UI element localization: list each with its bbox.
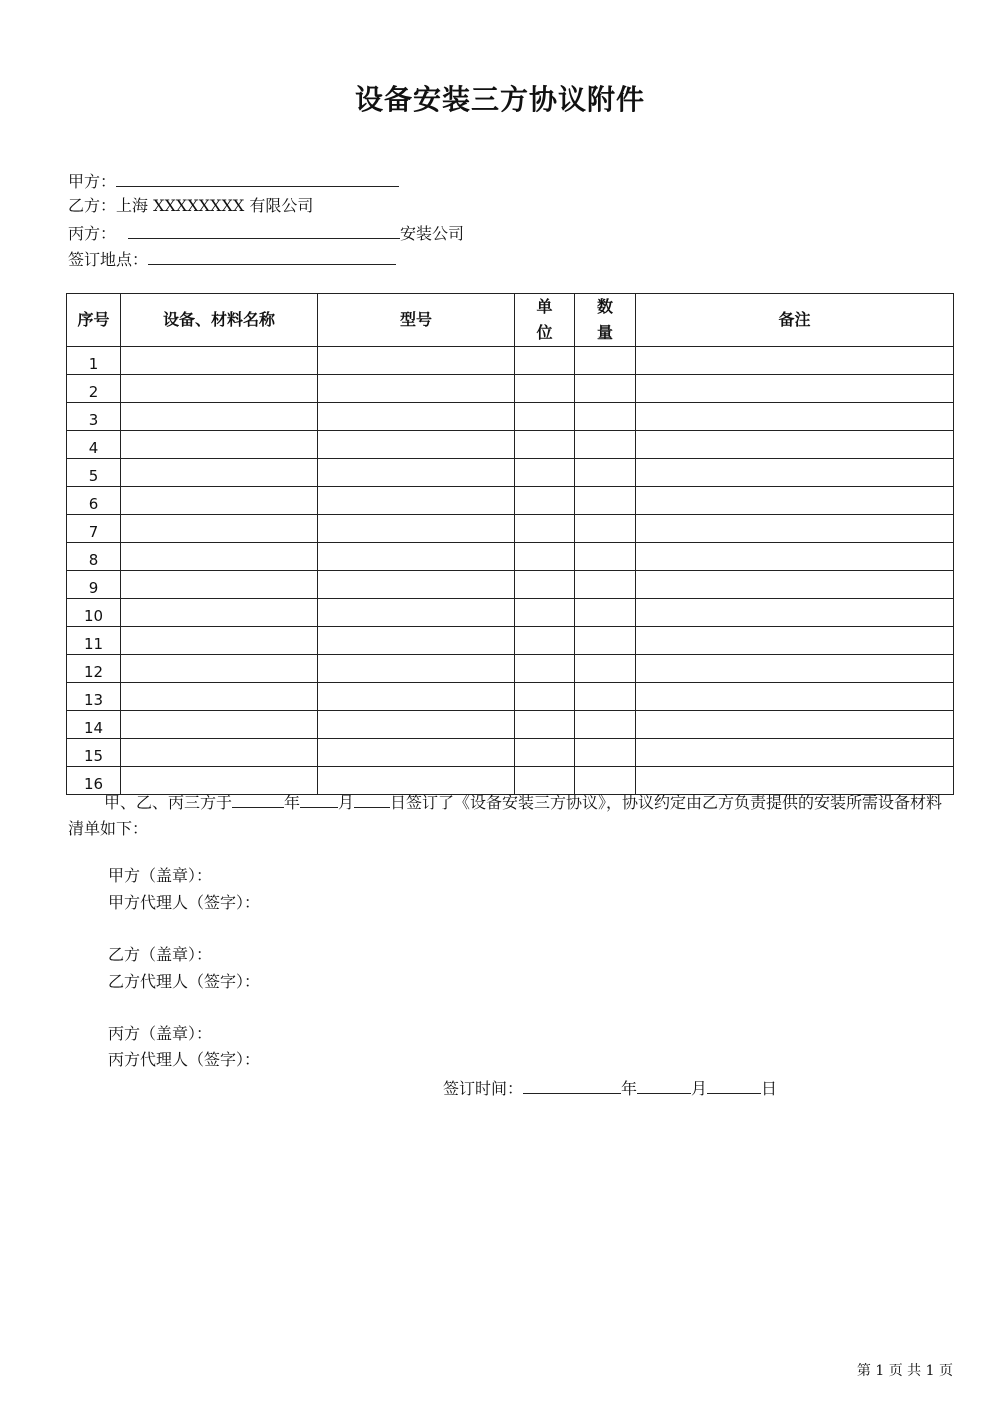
cell-name[interactable] (121, 459, 318, 487)
page-footer: 第 1 页 共 1 页 (856, 1363, 953, 1379)
cell-name[interactable] (121, 655, 318, 683)
cell-model[interactable] (318, 599, 515, 627)
header-unit-line2: 位 (536, 323, 553, 342)
party-c-seal: 丙方（盖章）： (108, 1024, 213, 1043)
table-row (67, 571, 954, 599)
header-qty (575, 294, 636, 347)
cell-qty[interactable] (575, 571, 636, 599)
sign-place-label: 签订地点： (68, 250, 149, 269)
cell-remark[interactable] (636, 711, 954, 739)
para-year-blank[interactable] (232, 791, 284, 808)
cell-model[interactable] (318, 347, 515, 375)
cell-remark[interactable] (636, 347, 954, 375)
cell-seq: 9 (67, 571, 121, 599)
table-row (67, 515, 954, 543)
party-a-label: 甲方： (68, 172, 117, 191)
cell-remark[interactable] (636, 515, 954, 543)
cell-unit[interactable] (515, 431, 575, 459)
cell-unit[interactable] (515, 459, 575, 487)
cell-remark[interactable] (636, 683, 954, 711)
cell-name[interactable] (121, 543, 318, 571)
party-b-line (68, 196, 313, 216)
header-seq: 序号 (67, 294, 121, 347)
header-qty-line2: 量 (596, 323, 613, 342)
party-c-label: 丙方： (68, 224, 117, 243)
cell-qty[interactable] (575, 431, 636, 459)
header-remark: 备注 (636, 294, 954, 347)
header-qty-line1: 数 (596, 297, 613, 316)
cell-seq: 14 (67, 711, 121, 739)
header-name: 设备、材料名称 (121, 294, 318, 347)
table-row (67, 347, 954, 375)
cell-seq: 16 (67, 767, 121, 795)
sign-date-year: 年 (621, 1079, 638, 1098)
cell-seq: 2 (67, 375, 121, 403)
cell-remark[interactable] (636, 459, 954, 487)
party-c-suffix: 安装公司 (400, 224, 465, 243)
cell-unit[interactable] (515, 543, 575, 571)
cell-seq: 5 (67, 459, 121, 487)
table-row (67, 739, 954, 767)
cell-unit[interactable] (515, 487, 575, 515)
cell-model[interactable] (318, 431, 515, 459)
cell-seq: 15 (67, 739, 121, 767)
table-row (67, 459, 954, 487)
cell-model[interactable] (318, 655, 515, 683)
cell-unit[interactable] (515, 655, 575, 683)
cell-remark[interactable] (636, 739, 954, 767)
cell-unit[interactable] (515, 403, 575, 431)
cell-qty[interactable] (575, 655, 636, 683)
sign-place-blank[interactable] (148, 248, 396, 265)
cell-qty[interactable] (575, 711, 636, 739)
cell-model[interactable] (318, 739, 515, 767)
cell-model[interactable] (318, 515, 515, 543)
cell-seq: 11 (67, 627, 121, 655)
cell-remark[interactable] (636, 655, 954, 683)
cell-name[interactable] (121, 571, 318, 599)
sign-date-day-blank[interactable] (707, 1077, 761, 1094)
cell-qty[interactable] (575, 627, 636, 655)
materials-table (66, 293, 954, 795)
cell-seq: 13 (67, 683, 121, 711)
cell-name[interactable] (121, 683, 318, 711)
cell-unit[interactable] (515, 347, 575, 375)
table-row (67, 683, 954, 711)
table-row (67, 375, 954, 403)
para-month-blank[interactable] (300, 791, 338, 808)
cell-qty[interactable] (575, 487, 636, 515)
cell-model[interactable] (318, 711, 515, 739)
cell-unit[interactable] (515, 375, 575, 403)
cell-model[interactable] (318, 459, 515, 487)
cell-remark[interactable] (636, 375, 954, 403)
sign-date-line (443, 1077, 777, 1099)
cell-remark[interactable] (636, 627, 954, 655)
party-b-label: 乙方： (68, 196, 117, 215)
cell-model[interactable] (318, 487, 515, 515)
cell-name[interactable] (121, 403, 318, 431)
para-year: 年 (284, 793, 301, 812)
cell-model[interactable] (318, 375, 515, 403)
cell-seq: 1 (67, 347, 121, 375)
cell-name[interactable] (121, 431, 318, 459)
cell-remark[interactable] (636, 403, 954, 431)
cell-qty[interactable] (575, 599, 636, 627)
party-c-agent: 丙方代理人（签字）： (108, 1050, 261, 1069)
cell-name[interactable] (121, 375, 318, 403)
party-c-blank[interactable] (128, 222, 400, 239)
cell-seq: 12 (67, 655, 121, 683)
cell-model[interactable] (318, 683, 515, 711)
cell-qty[interactable] (575, 403, 636, 431)
party-a-agent: 甲方代理人（签字）： (108, 893, 261, 912)
table-row (67, 655, 954, 683)
cell-name[interactable] (121, 515, 318, 543)
party-a-blank[interactable] (116, 170, 399, 187)
cell-name[interactable] (121, 627, 318, 655)
cell-qty[interactable] (575, 683, 636, 711)
party-b-seal: 乙方（盖章）： (108, 945, 213, 964)
cell-model[interactable] (318, 571, 515, 599)
cell-seq: 4 (67, 431, 121, 459)
agreement-paragraph (68, 790, 954, 842)
cell-seq: 6 (67, 487, 121, 515)
table-row (67, 403, 954, 431)
cell-remark[interactable] (636, 571, 954, 599)
cell-unit[interactable] (515, 599, 575, 627)
sign-date-month: 月 (691, 1079, 708, 1098)
cell-seq: 8 (67, 543, 121, 571)
party-c-line (68, 222, 464, 244)
para-day-blank[interactable] (354, 791, 390, 808)
cell-name[interactable] (121, 347, 318, 375)
cell-qty[interactable] (575, 459, 636, 487)
header-unit (515, 294, 575, 347)
table-row (67, 599, 954, 627)
cell-name[interactable] (121, 711, 318, 739)
cell-qty[interactable] (575, 543, 636, 571)
sign-date-month-blank[interactable] (637, 1077, 691, 1094)
cell-name[interactable] (121, 487, 318, 515)
cell-remark[interactable] (636, 599, 954, 627)
sign-date-day: 日 (761, 1079, 778, 1098)
cell-unit[interactable] (515, 571, 575, 599)
cell-unit[interactable] (515, 515, 575, 543)
table-row (67, 431, 954, 459)
cell-seq: 7 (67, 515, 121, 543)
cell-remark[interactable] (636, 543, 954, 571)
cell-unit[interactable] (515, 739, 575, 767)
cell-unit[interactable] (515, 711, 575, 739)
party-a-line (68, 170, 399, 192)
cell-model[interactable] (318, 543, 515, 571)
header-model: 型号 (318, 294, 515, 347)
cell-model[interactable] (318, 403, 515, 431)
cell-name[interactable] (121, 599, 318, 627)
party-a-seal: 甲方（盖章）： (108, 866, 213, 885)
cell-model[interactable] (318, 627, 515, 655)
cell-name[interactable] (121, 739, 318, 767)
cell-unit[interactable] (515, 627, 575, 655)
table-header-row (67, 294, 954, 347)
sign-date-year-blank[interactable] (523, 1077, 621, 1094)
cell-seq: 10 (67, 599, 121, 627)
table-row (67, 627, 954, 655)
cell-remark[interactable] (636, 487, 954, 515)
cell-qty[interactable] (575, 375, 636, 403)
header-unit-line1: 单 (536, 297, 553, 316)
table-row (67, 711, 954, 739)
para-part1: 甲、乙、丙三方于 (104, 793, 233, 812)
para-month: 月 (338, 793, 355, 812)
party-b-agent: 乙方代理人（签字）： (108, 972, 261, 991)
cell-seq: 3 (67, 403, 121, 431)
cell-qty[interactable] (575, 739, 636, 767)
page-title: 设备安装三方协议附件 (354, 83, 645, 116)
sign-place-line (68, 248, 396, 270)
table-row (67, 487, 954, 515)
cell-qty[interactable] (575, 515, 636, 543)
cell-remark[interactable] (636, 431, 954, 459)
para-part2: 日签订了《设备安装三方协议》，协议约定由乙方负责提供的安装所需设备材料清单如下： (68, 793, 943, 838)
party-b-value: 上海 XXXXXXXX 有限公司 (116, 196, 314, 215)
cell-unit[interactable] (515, 683, 575, 711)
table-row (67, 543, 954, 571)
sign-date-label: 签订时间： (443, 1079, 524, 1098)
cell-qty[interactable] (575, 347, 636, 375)
